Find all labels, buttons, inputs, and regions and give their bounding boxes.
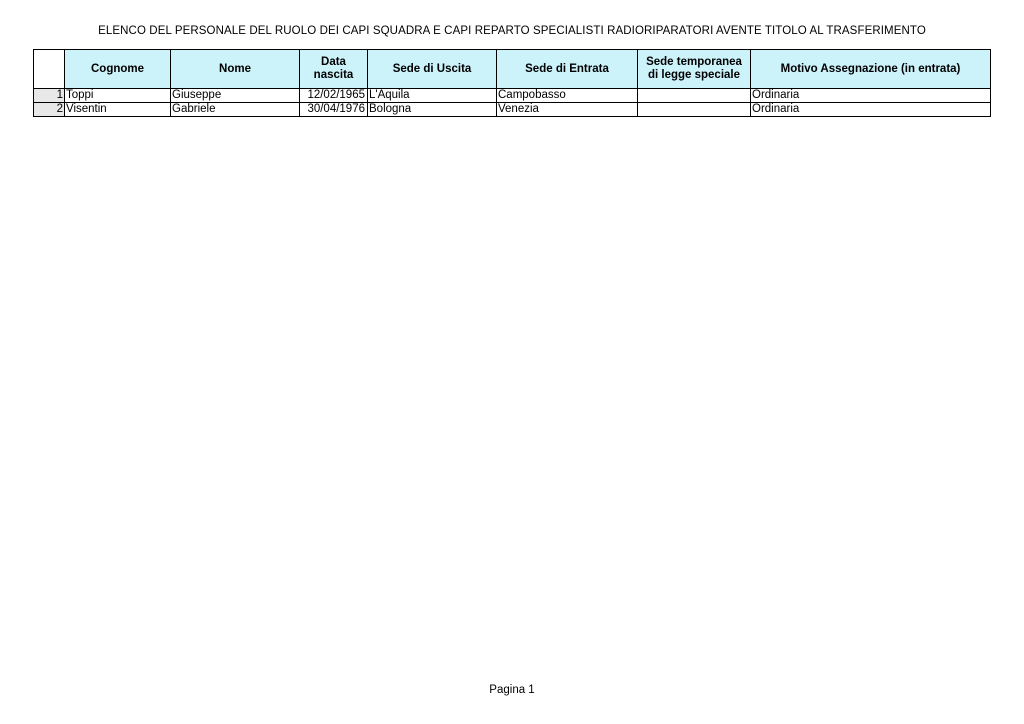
row-number: 2	[34, 103, 65, 117]
header-sede-entrata: Sede di Entrata	[497, 50, 638, 89]
row-number: 1	[34, 89, 65, 103]
header-nome: Nome	[171, 50, 300, 89]
cell-data-nascita: 30/04/1976	[300, 103, 368, 117]
header-sede-temp-line2: di legge speciale	[647, 69, 741, 81]
personnel-table	[33, 49, 991, 117]
header-sede-uscita: Sede di Uscita	[368, 50, 497, 89]
cell-sede-entrata: Campobasso	[497, 89, 638, 103]
cell-sede-uscita: Bologna	[368, 103, 497, 117]
header-data-line1: Data	[321, 56, 346, 68]
cell-data-nascita: 12/02/1965	[300, 89, 368, 103]
table-row	[34, 103, 991, 117]
cell-motivo: Ordinaria	[751, 103, 991, 117]
cell-sede-temporanea	[638, 89, 751, 103]
header-data-nascita	[300, 50, 368, 89]
cell-cognome: Visentin	[65, 103, 171, 117]
header-cognome: Cognome	[65, 50, 171, 89]
cell-sede-temporanea	[638, 103, 751, 117]
cell-cognome: Toppi	[65, 89, 171, 103]
header-row	[34, 50, 991, 89]
cell-sede-uscita: L'Aquila	[368, 89, 497, 103]
header-sede-temporanea	[638, 50, 751, 89]
header-corner-cell	[34, 50, 65, 89]
cell-motivo: Ordinaria	[751, 89, 991, 103]
header-sede-temp-line1: Sede temporanea	[646, 56, 742, 68]
cell-sede-entrata: Venezia	[497, 103, 638, 117]
header-motivo: Motivo Assegnazione (in entrata)	[751, 50, 991, 89]
document-title: ELENCO DEL PERSONALE DEL RUOLO DEI CAPI SQUADRA E CAPI REPARTO SPECIALISTI RADIORIPARATORI AVENTE TITOLO AL TRASFERIMENTO	[98, 25, 926, 37]
table-row	[34, 89, 991, 103]
table-header	[34, 50, 991, 89]
header-data-line2: nascita	[313, 69, 354, 81]
cell-nome: Giuseppe	[171, 89, 300, 103]
page-number: Pagina 1	[489, 684, 535, 696]
table-body	[34, 89, 991, 117]
cell-nome: Gabriele	[171, 103, 300, 117]
